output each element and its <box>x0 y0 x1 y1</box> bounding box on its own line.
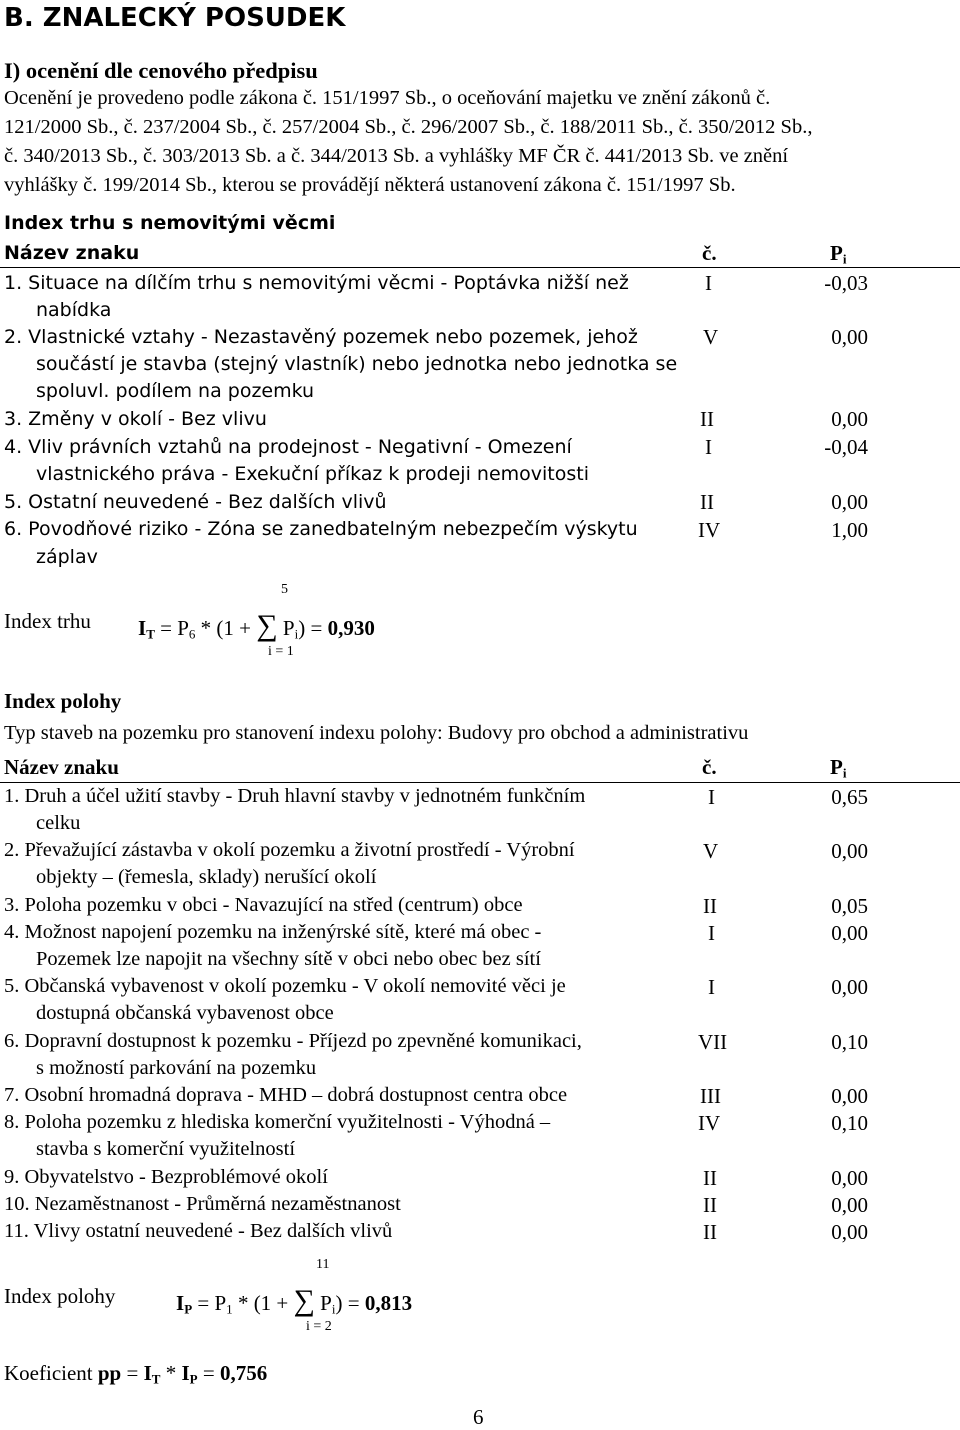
table-row-p: 0,00 <box>831 325 868 349</box>
table-row-text: záplav <box>36 546 98 568</box>
market-index-title: Index trhu s nemovitými věcmi <box>4 212 336 234</box>
table-row-p: -0,03 <box>824 271 868 295</box>
table-row-no: I <box>708 975 715 999</box>
location-col-p: $P_i$ <box>830 755 847 781</box>
table-row-no: III <box>700 1084 721 1108</box>
table-row-no: I <box>708 785 715 809</box>
table-row-no: II <box>703 1166 717 1190</box>
table-row-p: 0,00 <box>831 1220 868 1244</box>
table-row-text: 2. Převažující zástavba v okolí pozemku a životní prostředí - Výrobní <box>4 839 575 861</box>
formula-label: Index trhu <box>4 609 91 633</box>
market-header-rule <box>0 267 960 268</box>
table-row-no: VII <box>698 1030 728 1054</box>
table-row-no: V <box>703 325 719 349</box>
sum-upper-limit: 5 <box>281 582 288 597</box>
section-title: I) ocenění dle cenového předpisu <box>4 58 318 83</box>
market-col-no: č. <box>702 241 717 265</box>
table-row-text: objekty – (řemesla, sklady) nerušící okolí <box>36 866 377 888</box>
table-row-p: 0,00 <box>831 490 868 514</box>
table-row-text: dostupná občanská vybavenost obce <box>36 1002 334 1024</box>
table-row-no: I <box>705 435 712 459</box>
table-row-text: 3. Poloha pozemku v obci - Navazující na střed (centrum) obce <box>4 894 523 916</box>
intro-line: vyhlášky č. 199/2014 Sb., kterou se provádějí některá ustanovení zákona č. 151/1997 Sb. <box>4 174 736 196</box>
table-row-p: 0,10 <box>831 1111 868 1135</box>
table-row-text: 5. Občanská vybavenost v okolí pozemku - V okolí nemovité věci je <box>4 975 566 997</box>
table-row-p: 1,00 <box>831 518 868 542</box>
table-row-no: II <box>703 894 717 918</box>
table-row-text: 11. Vlivy ostatní neuvedené - Bez dalších vlivů <box>4 1220 393 1242</box>
building-type-line: Typ staveb na pozemku pro stanovení indexu polohy: Budovy pro obchod a administrativu <box>4 722 749 744</box>
table-row-text: 1. Situace na dílčím trhu s nemovitými věcmi - Poptávka nižší než <box>4 272 629 294</box>
table-row-p: 0,00 <box>831 921 868 945</box>
location-col-no: č. <box>702 755 717 779</box>
table-row-p: 0,00 <box>831 1166 868 1190</box>
table-row-text: nabídka <box>36 299 112 321</box>
table-row-no: I <box>705 271 712 295</box>
table-row-text: 8. Poloha pozemku z hlediska komerční využitelnosti - Výhodná – <box>4 1111 551 1133</box>
table-row-p: 0,00 <box>831 1193 868 1217</box>
table-row-text: 2. Vlastnické vztahy - Nezastavěný pozemek nebo pozemek, jehož <box>4 326 638 348</box>
table-row-text: spoluvl. podílem na pozemku <box>36 380 315 402</box>
table-row-no: IV <box>698 1111 721 1135</box>
sum-lower-limit: i = 1 <box>268 644 294 659</box>
table-row-p: 0,05 <box>831 894 868 918</box>
table-row-p: 0,65 <box>831 785 868 809</box>
table-row-p: 0,00 <box>831 839 868 863</box>
table-row-text: 7. Osobní hromadná doprava - MHD – dobrá dostupnost centra obce <box>4 1084 568 1106</box>
table-row-text: 6. Povodňové riziko - Zóna se zanedbatelným nebezpečím výskytu <box>4 518 638 540</box>
table-row-text: 6. Dopravní dostupnost k pozemku - Příjezd po zpevněné komunikaci, <box>4 1030 582 1052</box>
table-row-p: 0,10 <box>831 1030 868 1054</box>
table-row-no: II <box>700 407 714 431</box>
table-row-text: stavba s komerční využitelností <box>36 1138 296 1160</box>
formula-expression: $I_T = P_6 * (1$ + ∑ $P_i) = 0,930$ <box>138 609 375 642</box>
table-row-text: 9. Obyvatelstvo - Bezproblémové okolí <box>4 1166 328 1188</box>
table-row-text: 1. Druh a účel užití stavby - Druh hlavní stavby v jednotném funkčním <box>4 785 586 807</box>
coefficient-formula: Koeficient pp = $I_T * I_P = 0,756$ <box>4 1361 268 1387</box>
intro-line: č. 340/2013 Sb., č. 303/2013 Sb. a č. 344/2013 Sb. a vyhlášky MF ČR č. 441/2013 Sb. ve znění <box>4 145 789 167</box>
table-row-text: 5. Ostatní neuvedené - Bez dalších vlivů <box>4 491 387 513</box>
table-row-text: 4. Vliv právních vztahů na prodejnost - Negativní - Omezení <box>4 436 572 458</box>
table-row-p: 0,00 <box>831 975 868 999</box>
formula-expression: $I_P = P_1 * (1$ + ∑ $P_i) = 0,813$ <box>176 1284 413 1317</box>
table-row-no: IV <box>698 518 721 542</box>
location-header-rule <box>0 782 960 783</box>
document-heading: B. ZNALECKÝ POSUDEK <box>4 3 346 33</box>
sigma-icon: ∑ <box>293 1284 315 1317</box>
formula-label: Index polohy <box>4 1284 116 1308</box>
page-number: 6 <box>473 1405 484 1429</box>
coefficient-result: 0,756 <box>219 1361 268 1385</box>
table-row-no: V <box>703 839 719 863</box>
table-row-no: II <box>703 1193 717 1217</box>
sum-upper-limit: 11 <box>316 1257 330 1272</box>
location-index-title: Index polohy <box>4 689 122 713</box>
table-row-text: s možností parkování na pozemku <box>36 1057 317 1079</box>
table-row-no: II <box>703 1220 717 1244</box>
market-index-result: 0,930 <box>327 616 375 640</box>
table-row-no: II <box>700 490 714 514</box>
table-row-p: 0,00 <box>831 407 868 431</box>
table-row-text: Pozemek lze napojit na všechny sítě v obci nebo obec bez sítí <box>36 948 541 970</box>
table-row-p: 0,00 <box>831 1084 868 1108</box>
sum-lower-limit: i = 2 <box>306 1319 332 1334</box>
table-row-text: 3. Změny v okolí - Bez vlivu <box>4 408 267 430</box>
market-col-name: Název znaku <box>4 242 140 264</box>
sigma-icon: ∑ <box>256 609 278 642</box>
table-row-text: 4. Možnost napojení pozemku na inženýrské sítě, které má obec - <box>4 921 542 943</box>
market-col-p: $P_i$ <box>830 241 847 267</box>
table-row-text: celku <box>36 812 81 834</box>
table-row-p: -0,04 <box>824 435 868 459</box>
intro-line: Ocenění je provedeno podle zákona č. 151/1997 Sb., o oceňování majetku ve znění zákonů č. <box>4 87 771 109</box>
table-row-text: 10. Nezaměstnanost - Průměrná nezaměstnanost <box>4 1193 401 1215</box>
location-col-name: Název znaku <box>4 755 119 779</box>
table-row-no: I <box>708 921 715 945</box>
location-index-result: 0,813 <box>364 1291 413 1315</box>
table-row-text: součástí je stavba (stejný vlastník) nebo jednotka nebo jednotka se <box>36 353 678 375</box>
table-row-text: vlastnického práva - Exekuční příkaz k prodeji nemovitosti <box>36 463 589 485</box>
intro-line: 121/2000 Sb., č. 237/2004 Sb., č. 257/2004 Sb., č. 296/2007 Sb., č. 188/2011 Sb., č. 350/2012 Sb., <box>4 116 813 138</box>
